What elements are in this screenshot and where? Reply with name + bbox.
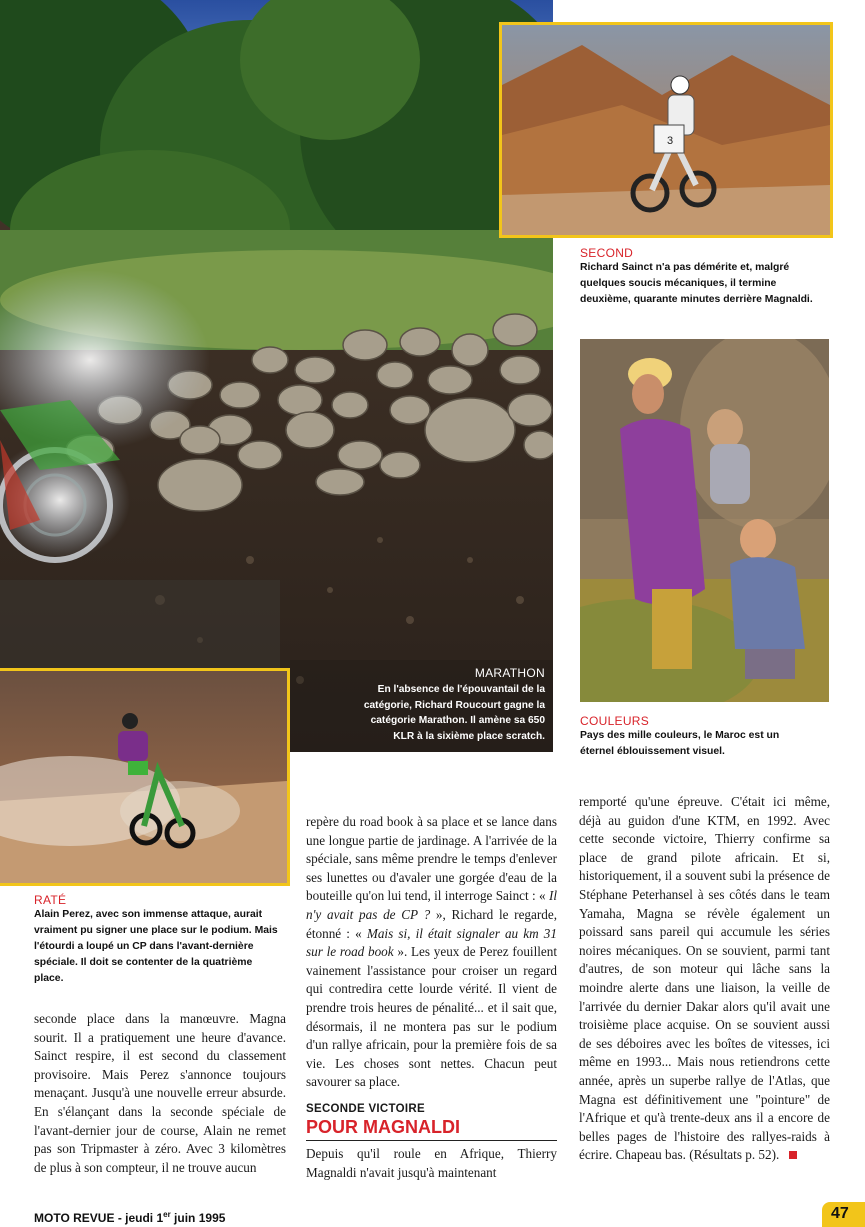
caption-rate-heading: RATÉ [34, 893, 67, 907]
page-number: 47 [831, 1205, 849, 1222]
article-column-1 [34, 1010, 286, 1177]
caption-second-heading: SECOND [580, 246, 634, 260]
article-column-1-text: seconde place dans la manœuvre. Magna sourit. Il a pratiquement une heure d'avance. Sainct respire, il est second du classement provisoire. Mais Perez s'annonce toujours menaçant. Jusqu'à une nouvelle erreur absurde. En s'élançant dans la seconde spéciale de l'avant-dernier jour de course, Alain ne remet pas son Tripmaster à zéro. Avec 3 kilomètres de plus à son compteur, il ne trouve aucun [34, 1011, 286, 1175]
article-column-2-paragraph-2: Depuis qu'il roule en Afrique, Thierry Magnaldi n'avait jusqu'à maintenant [306, 1145, 557, 1180]
article-col2-quote-1: Il n'y avait pas de CP ? [306, 888, 558, 922]
article-col2-part-a: repère du road book à sa place et se lance dans une longue partie de jardinage. A l'arrivée de la spéciale, sans même prendre le temps d'enlever ses lunettes ou d'avaler une gorgée d'eau de la bouteille qu'on lui tend, il interroge Sainct : « [306, 814, 557, 904]
footer [34, 1210, 225, 1225]
article-col3-body: remporté qu'une épreuve. C'était ici même, déjà au guidon d'une KTM, en 1992. Avec cette seconde victoire, Thierry confirme sa place de grand pilote africain. Et si, historiquement, il a souvent subi la présence de Stéphane Peterhansel à ses côtés dans le team Yamaha, Magna se révèle également un poissard sans pareil qui accumule les séries noires mécaniques. On se souvient, parmi tant d'autres, de son moteur qui lâche sans la moindre alerte dans une liaison, la veille de l'arrivée du dernier Dakar alors qu'il avait une troisième place acquise. On se souvient aussi de ses déboires avec les boîtes de vitesses, ici même en 1993... Mais nous retiendrons cette année, après un superbe rallye de l'Atlas, que Magna est définitivement une "pointure" de l'Afrique et qu'à trente-deux ans il a encore de belles pages de l'histoire des rallyes-raids à écrire. Chapeau bas. (Résultats p. 52). [579, 794, 830, 1163]
article-column-2-paragraph [306, 813, 557, 1092]
photo-couleurs-illustration [580, 339, 829, 702]
article-column-3-text [579, 793, 830, 1165]
subhead [306, 1102, 557, 1141]
caption-marathon-text: En l'absence de l'épouvantail de la catégorie, Richard Roucourt gagne la catégorie Marathon. Il amène sa 650 KLR à la sixième place scratch. [363, 684, 545, 742]
footer-date-end: juin 1995 [170, 1211, 226, 1225]
footer-magazine: MOTO REVUE [34, 1211, 115, 1225]
caption-couleurs-heading: COULEURS [580, 714, 650, 728]
main-photo [0, 0, 553, 752]
footer-date: - jeudi 1 [117, 1211, 164, 1225]
photo-rate-illustration [0, 671, 287, 883]
article-col2-quote-2: Mais si, il était signaler au km 31 sur le road book [306, 925, 557, 960]
article-col2-part-c: ». Les yeux de Perez fouillent vainement l'assistance pour croiser un regard qui contredira cette lourde vérité. Il vient de prendre trois heures de pénalité... et il sait que, désormais, il ne montera pas sur le podium d'un rallye africain, pour la première fois de sa vie. Les choses sont nettes. Chacun peut savourer sa place. [306, 944, 558, 1090]
photo-couleurs [580, 339, 829, 702]
article-col2-part-b: », Richard le regarde, étonné : « [306, 906, 558, 941]
end-mark [789, 1151, 797, 1159]
svg-text:3: 3 [667, 135, 674, 147]
photo-rate [0, 668, 290, 886]
article-column-3 [579, 793, 830, 1165]
caption-marathon [355, 666, 545, 744]
caption-second [580, 246, 830, 308]
article-column-2 [306, 813, 557, 1182]
subhead-big: POUR MAGNALDI [306, 1116, 460, 1137]
main-photo-illustration [0, 0, 553, 752]
caption-second-text: Richard Sainct n'a pas démérite et, malgré quelques soucis mécaniques, il termine deuxième, quarante minutes derrière Magnaldi. [580, 262, 813, 305]
photo-second-illustration [502, 25, 830, 235]
caption-rate-text: Alain Perez, avec son immense attaque, aurait vraiment pu signer une place sur le podium. Mais l'étourdi a loupé un CP dans l'avant-dernière spéciale. Il doit se contenter de la quatrième place. [34, 909, 278, 984]
footer-date-sup: er [163, 1210, 171, 1219]
caption-couleurs-text: Pays des mille couleurs, le Maroc est un éternel éblouissement visuel. [580, 730, 780, 757]
caption-marathon-heading: MARATHON [474, 666, 545, 680]
caption-couleurs [580, 714, 780, 760]
caption-rate [34, 893, 282, 987]
subhead-small: SECONDE VICTOIRE [306, 1102, 425, 1115]
photo-second [499, 22, 833, 238]
page-number-badge [822, 1202, 865, 1227]
